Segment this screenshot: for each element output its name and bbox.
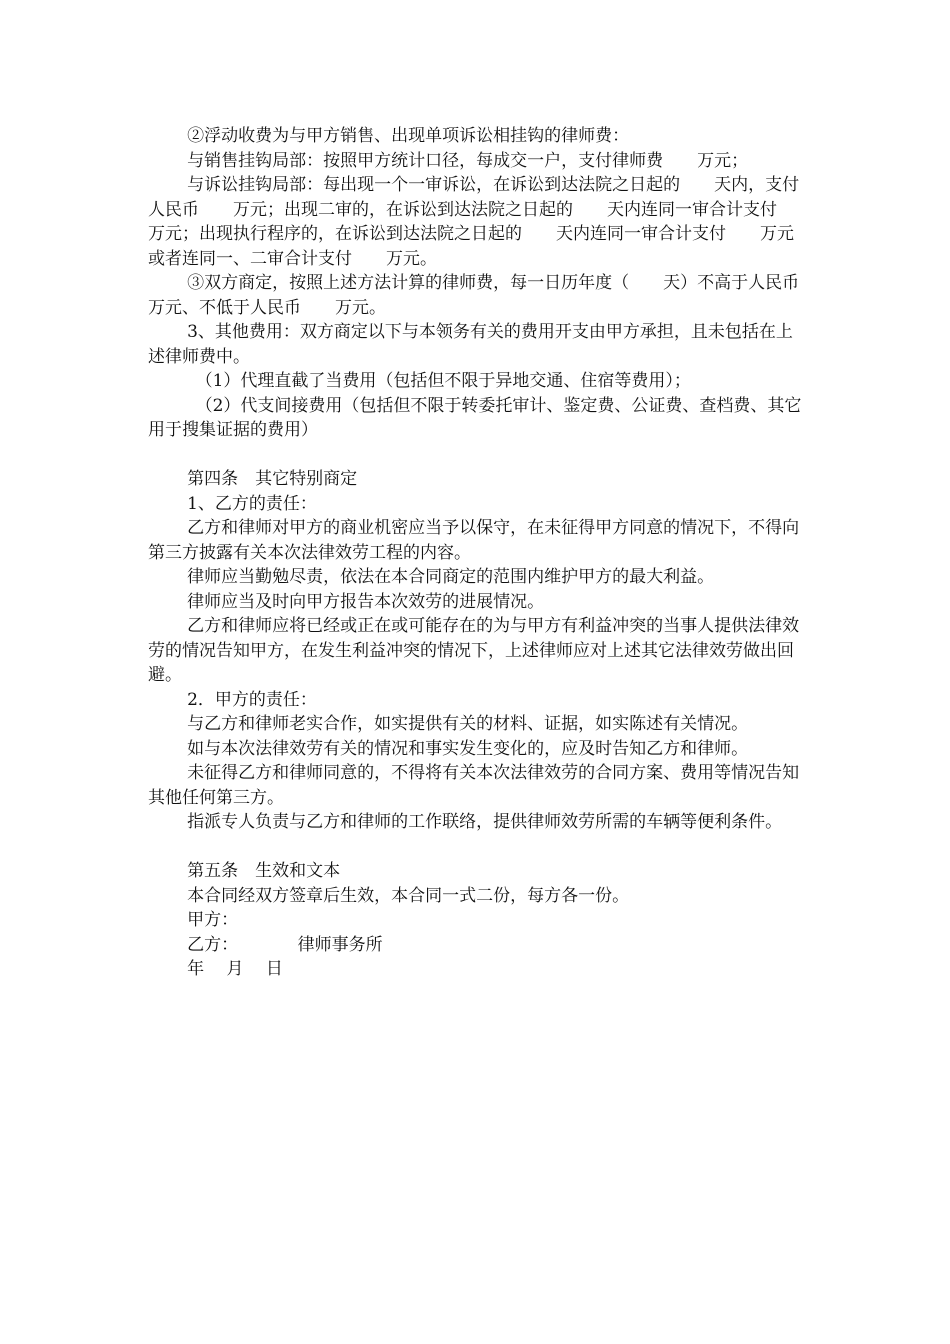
conflict-of-interest-paragraph: 乙方和律师应将已经或正在或可能存在的为与甲方有利益冲突的当事人提供法律效劳的情况告知甲方，在发生利益冲突的情况下，上述律师应对上述其它法律效劳做出回避。	[148, 616, 800, 685]
party-b-signature-line: 乙方： 律师事务所	[187, 934, 383, 955]
liaison-paragraph: 指派专人负责与乙方和律师的工作联络，提供律师效劳所需的车辆等便利条件。	[187, 812, 783, 832]
direct-costs-item: （1）代理直截了当费用（包括但不限于异地交通、住宿等费用）；	[195, 371, 691, 391]
document-body	[148, 124, 834, 982]
section-3-tail	[148, 124, 834, 443]
cooperation-paragraph: 与乙方和律师老实合作，如实提供有关的材料、证据，如实陈述有关情况。	[187, 714, 749, 734]
diligence-paragraph: 律师应当勤勉尽责，依法在本合同商定的范围内维护甲方的最大利益。	[187, 567, 715, 587]
effectiveness-paragraph: 本合同经双方签章后生效，本合同一式二份，每方各一份。	[187, 885, 630, 906]
litigation-linked-fee: 与诉讼挂钩局部：每出现一个一审诉讼，在诉讼到达法院之日起的 天内，支付人民币 万元；出现二审的，在诉讼到达法院之日起的 天内连同一审合计支付 万元；出现执行程序的，在诉讼到达法院之日起的 天内连同一审合计支付 万元或者连同一、二审合计支付 万元。	[148, 175, 811, 269]
party-a-duties-heading: 2．甲方的责任：	[187, 689, 317, 710]
reporting-paragraph: 律师应当及时向甲方报告本次效劳的进展情况。	[187, 591, 545, 612]
confidentiality-paragraph: 乙方和律师对甲方的商业机密应当予以保守，在未征得甲方同意的情况下，不得向第三方披露有关本次法律效劳工程的内容。	[148, 518, 800, 563]
article-4	[148, 467, 808, 835]
blank-line	[148, 443, 808, 468]
blank-line	[148, 835, 808, 860]
party-b-duties-heading: 1、乙方的责任：	[187, 493, 317, 514]
date-line: 年 月 日	[187, 959, 283, 979]
floating-fee-clause: ②浮动收费为与甲方销售、出现单项诉讼相挂钩的律师费：	[187, 126, 630, 146]
article-5	[148, 859, 808, 982]
non-disclosure-paragraph: 未征得乙方和律师同意的，不得将有关本次法律效劳的合同方案、费用等情况告知其他任何第三方。	[148, 763, 800, 808]
article-4-heading: 第四条 其它特别商定	[187, 469, 358, 489]
indirect-costs-item: （2）代支间接费用（包括但不限于转委托审计、鉴定费、公证费、查档费、其它用于搜集证据的费用）	[148, 395, 802, 440]
annual-fee-cap: ③双方商定，按照上述方法计算的律师费，每一日历年度（ 天）不高于人民币 万元、不低于人民币 万元。	[148, 273, 834, 318]
sales-linked-fee: 与销售挂钩局部：按照甲方统计口径，每成交一户，支付律师费 万元；	[187, 150, 749, 171]
article-5-heading: 第五条 生效和文本	[187, 861, 341, 881]
change-notice-paragraph: 如与本次法律效劳有关的情况和事实发生变化的，应及时告知乙方和律师。	[187, 738, 749, 759]
party-a-signature-line: 甲方：	[187, 910, 239, 930]
other-fees-clause: 3、其他费用：双方商定以下与本领务有关的费用开支由甲方承担，且未包括在上述律师费中。	[148, 322, 793, 367]
